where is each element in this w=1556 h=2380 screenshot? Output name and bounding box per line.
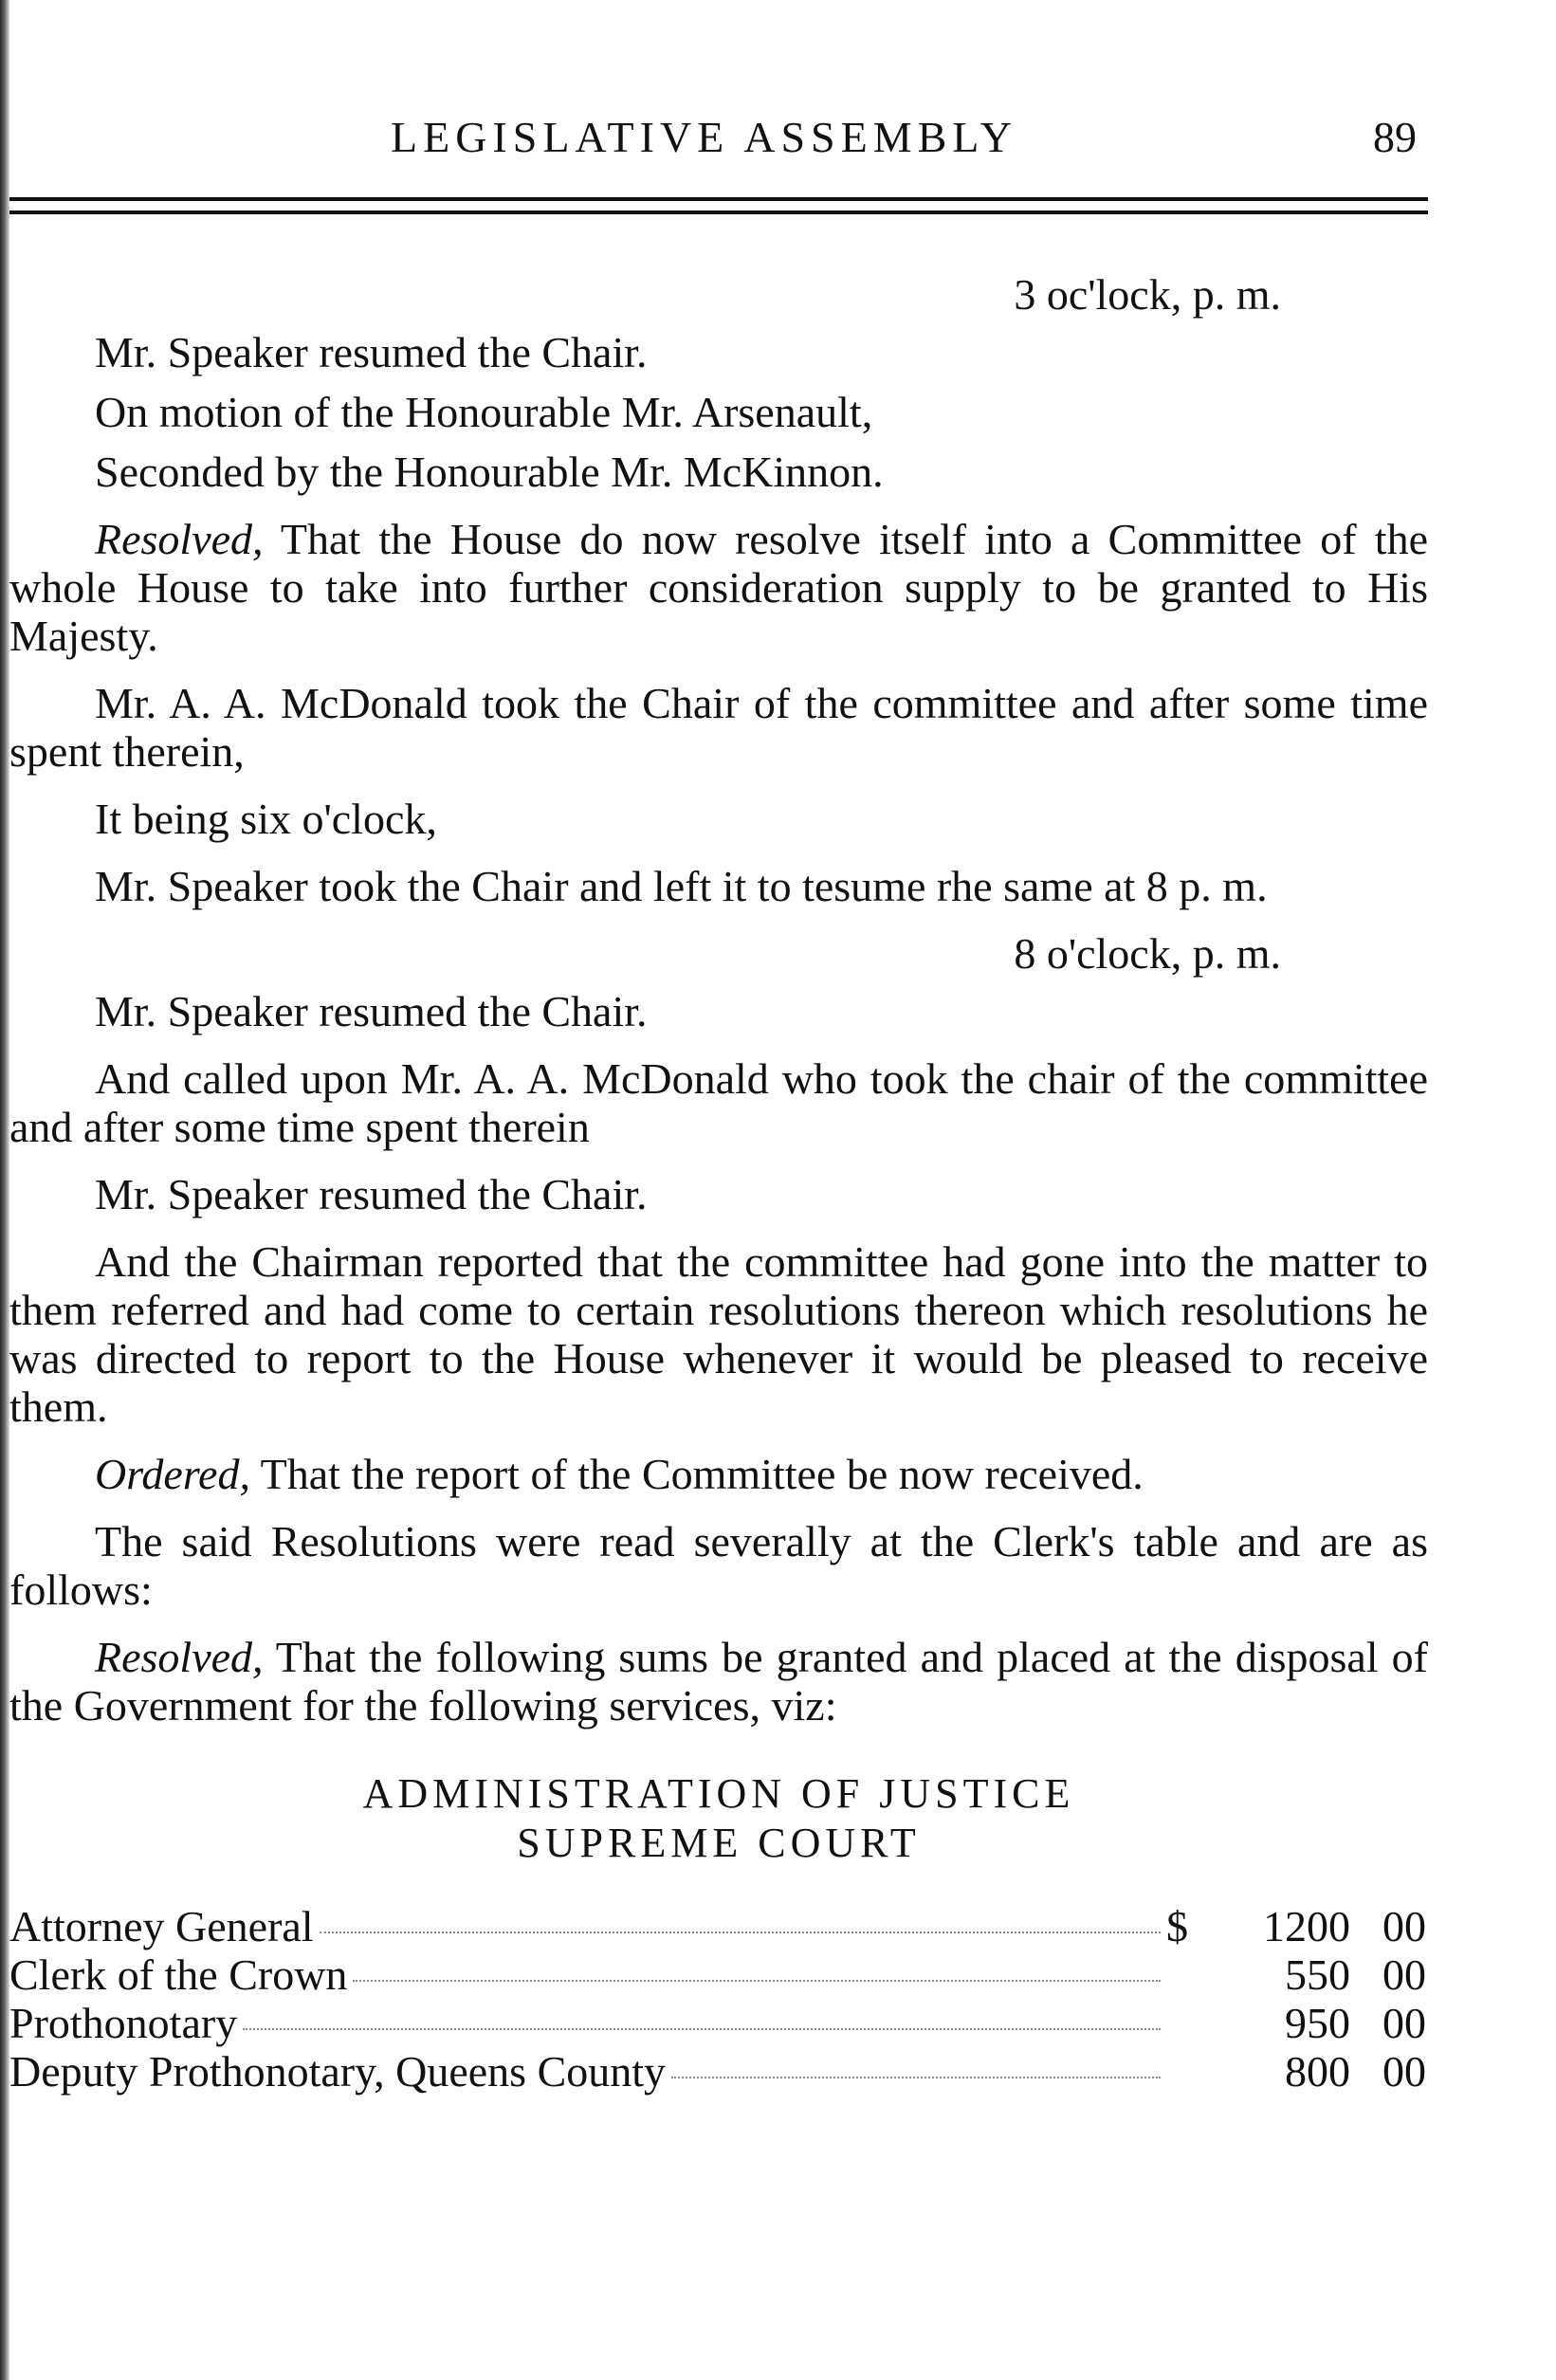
dot-leader (243, 2028, 1161, 2030)
section-heading: ADMINISTRATION OF JUSTICE (362, 1770, 1075, 1817)
paragraph-six-oclock: It being six o'clock, (95, 795, 437, 843)
ordered-text: That the report of the Committee be now received. (249, 1450, 1144, 1498)
paragraph-seconded: Seconded by the Honourable Mr. McKinnon. (95, 448, 884, 496)
resolved-label: Resolved, (95, 515, 264, 563)
paragraph-resolved-sums (9, 1633, 1428, 1730)
row-dollars: 550 (1285, 1950, 1350, 1999)
row-currency: $ (1166, 1902, 1188, 1950)
dot-leader (671, 2077, 1161, 2078)
paragraph-ordered (9, 1450, 1428, 1498)
page-number: 89 (1373, 113, 1417, 161)
running-head: LEGISLATIVE ASSEMBLY (391, 113, 1018, 161)
row-label: Prothonotary (9, 1999, 238, 2047)
appropriations-table (9, 1902, 1428, 2096)
paragraph-resolutions-read: The said Resolutions were read severally at the Clerk's table and are as follows: (9, 1517, 1428, 1614)
paragraph-called-upon: And called upon Mr. A. A. McDonald who took the chair of the committee and after some time spent therein (9, 1054, 1428, 1151)
paragraph-resolved-committee (9, 515, 1428, 660)
resolved-text: That the House do now resolve itself into a Committee of the whole House to take into further consideration supply to be granted to His Majesty. (9, 515, 1428, 660)
table-row (9, 2047, 1428, 2096)
paragraph-chair-taken: Mr. A. A. McDonald took the Chair of the committee and after some time spent therein, (9, 679, 1428, 776)
paragraph-speaker-resumed: Mr. Speaker resumed the Chair. (95, 328, 648, 376)
resolved-sums-label: Resolved, (95, 1633, 264, 1681)
row-cents: 00 (1382, 1950, 1426, 1999)
row-label: Attorney General (9, 1902, 314, 1950)
section-subheading: SUPREME COURT (517, 1820, 921, 1866)
paragraph-left-chair: Mr. Speaker took the Chair and left it to tesume rhe same at 8 p. m. (95, 862, 1268, 910)
header-rule-bottom (9, 211, 1428, 214)
time-stamp-evening: 8 o'clock, p. m. (1014, 929, 1281, 978)
body-text (9, 270, 1428, 2096)
paragraph-speaker-resumed-again: Mr. Speaker resumed the Chair. (95, 1170, 648, 1218)
binding-edge (0, 0, 9, 2380)
row-label: Deputy Prothonotary, Queens County (9, 2047, 667, 2096)
dot-leader (320, 1931, 1161, 1933)
time-stamp-afternoon: 3 oc'lock, p. m. (1014, 270, 1281, 319)
header-rule-top (9, 197, 1428, 201)
row-cents: 00 (1382, 2047, 1426, 2096)
row-cents: 00 (1382, 1902, 1426, 1950)
paragraph-chairman-report: And the Chairman reported that the committee had gone into the matter to them referred and had come to certain resolutions thereon which resolutions he was directed to report to the House whenever it would be pleased to receive them. (9, 1237, 1428, 1431)
ordered-label: Ordered, (95, 1450, 250, 1498)
paragraph-motion: On motion of the Honourable Mr. Arsenault, (95, 388, 873, 436)
resolved-sums-text: That the following sums be granted and placed at the disposal of the Government for the following services, viz: (9, 1633, 1428, 1730)
table-row (9, 1999, 1428, 2047)
row-dollars: 800 (1285, 2047, 1350, 2096)
table-row (9, 1950, 1428, 1999)
row-dollars: 950 (1285, 1999, 1350, 2047)
row-label: Clerk of the Crown (9, 1950, 348, 1999)
row-dollars: 1200 (1263, 1902, 1350, 1950)
paragraph-speaker-resumed-evening: Mr. Speaker resumed the Chair. (95, 987, 648, 1035)
page-header (0, 112, 1556, 178)
dot-leader (353, 1980, 1161, 1982)
row-cents: 00 (1382, 1999, 1426, 2047)
table-row (9, 1902, 1428, 1950)
